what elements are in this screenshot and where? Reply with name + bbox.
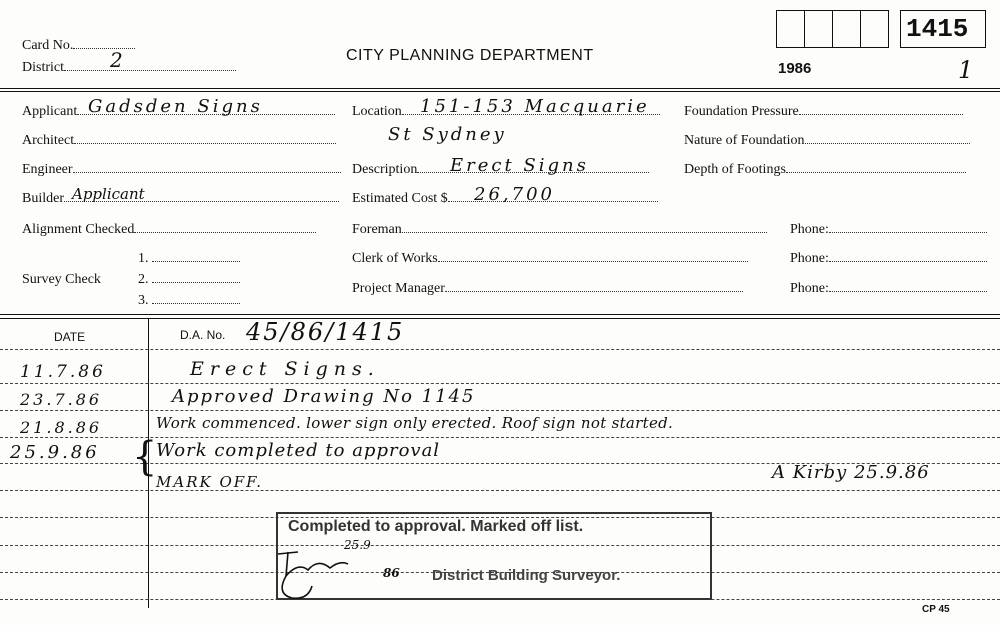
page-title: CITY PLANNING DEPARTMENT (346, 47, 594, 64)
clerk-row: Clerk of Works (352, 251, 748, 267)
alignment-row: Alignment Checked (22, 222, 316, 238)
architect-row: Architect (22, 133, 336, 149)
stamp-line-2: District Building Surveyor. (432, 567, 621, 584)
builder-value: Applicant (72, 185, 145, 203)
card-number: 1415 (906, 14, 969, 44)
survey-check-label: Survey Check (22, 272, 101, 287)
district-value: 2 (110, 48, 126, 72)
nature-of-foundation-row: Nature of Foundation (684, 133, 970, 149)
location-value: 151-153 Macquarie (420, 96, 650, 117)
district-label: District (22, 60, 236, 76)
survey-item-3: 3. (138, 293, 240, 309)
description-value: Erect Signs (450, 155, 589, 176)
entry-text: Approved Drawing No 1145 (172, 386, 476, 407)
page-mark: 1 (958, 56, 977, 84)
applicant-row: Applicant (22, 104, 335, 120)
project-manager-row: Project Manager (352, 281, 743, 297)
log-divider (0, 314, 1000, 315)
entry-date: 23.7.86 (20, 390, 103, 409)
inspector-signature: A Kirby 25.9.86 (772, 462, 930, 483)
stamp-date-year: 86 (383, 566, 400, 580)
stamp-line-1: Completed to approval. Marked off list. (288, 518, 584, 535)
curly-brace: { (132, 434, 158, 480)
description-row: Description (352, 162, 649, 178)
entry-date: 21.8.86 (20, 418, 103, 437)
applicant-value: Gadsden Signs (88, 96, 263, 117)
entry-date: 11.7.86 (20, 362, 106, 382)
cost-value: 26,700 (474, 184, 555, 205)
foundation-pressure-row: Foundation Pressure (684, 104, 963, 120)
foreman-phone: Phone: (790, 222, 987, 238)
entry-text: MARK OFF. (156, 473, 264, 491)
cost-row: Estimated Cost $ (352, 191, 658, 207)
entry-text: Erect Signs. (190, 358, 380, 380)
engineer-row: Engineer (22, 162, 341, 178)
survey-item-2: 2. (138, 272, 240, 288)
location-value-2: St Sydney (388, 124, 507, 145)
year: 1986 (778, 60, 812, 77)
entry-text: Work commenced. lower sign only erected. Roof sign not started. (156, 414, 674, 432)
entry-date: 25.9.86 (10, 442, 100, 463)
card-no-label: Card No. (22, 38, 135, 54)
date-header: DATE (54, 330, 86, 344)
header-divider (0, 88, 1000, 89)
builder-row: Builder (22, 191, 339, 207)
form-code: CP 45 (922, 604, 950, 615)
da-number: 45/86/1415 (246, 318, 405, 346)
clerk-phone: Phone: (790, 251, 987, 267)
surveyor-signature (268, 542, 358, 604)
depth-of-footings-row: Depth of Footings (684, 162, 966, 178)
da-label: D.A. No. (180, 328, 226, 342)
location-row: Location (352, 104, 660, 120)
survey-item-1: 1. (138, 251, 240, 267)
stamp-date-sup: 25.9 (344, 538, 371, 552)
foreman-row: Foreman (352, 222, 767, 238)
entry-text: Work completed to approval (156, 440, 441, 461)
pm-phone: Phone: (790, 281, 987, 297)
